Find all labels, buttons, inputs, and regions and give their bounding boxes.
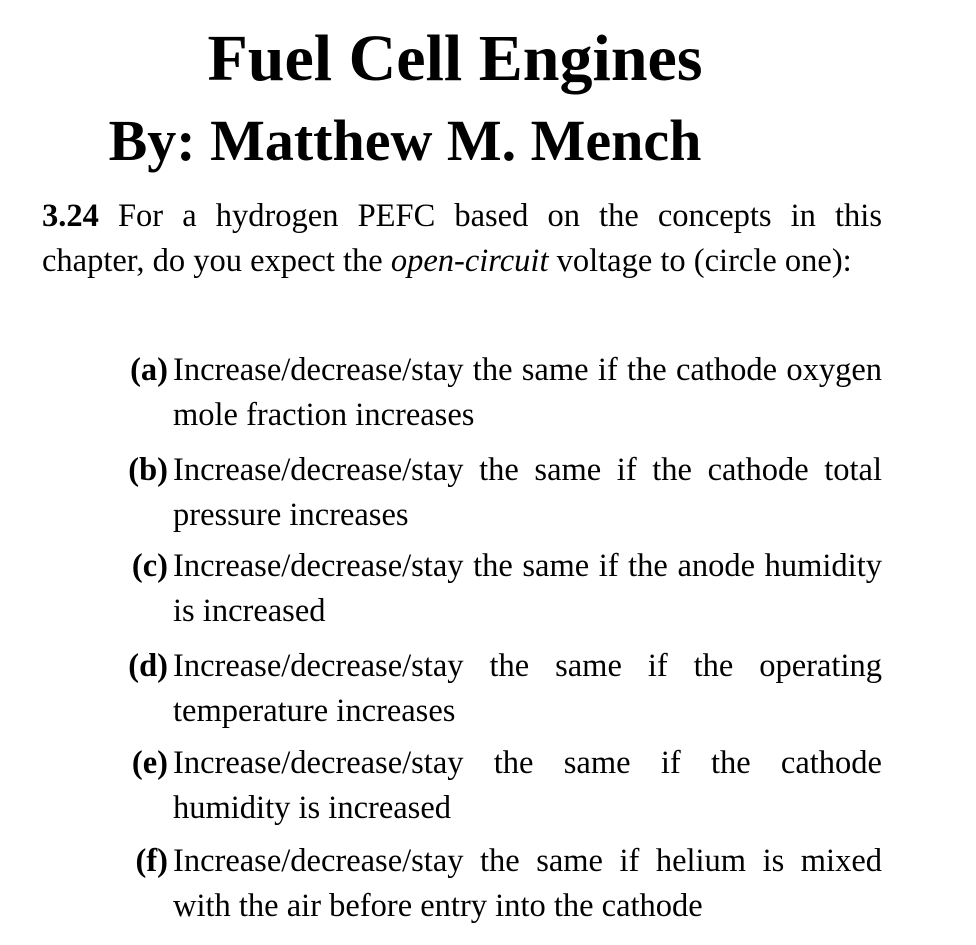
item-label: (a)	[130, 352, 168, 388]
item-text: Increase/decrease/stay the same if the operating temperature increases	[173, 648, 882, 729]
item-text: Increase/decrease/stay the same if helium is mixed with the air before entry into the cathode	[173, 843, 882, 924]
problem-text-after: voltage to (circle one):	[548, 243, 852, 279]
book-author: By: Matthew M. Mench	[108, 108, 702, 173]
item-label: (d)	[128, 648, 168, 684]
item-label: (c)	[131, 548, 168, 584]
item-text: Increase/decrease/stay the same if the cathode total pressure increases	[173, 452, 882, 533]
item-label: (e)	[131, 745, 168, 781]
problem-emphasis: open-circuit	[390, 243, 549, 279]
problem-statement	[42, 194, 882, 284]
book-title: Fuel Cell Engines	[207, 22, 703, 95]
problem-number: 3.24	[42, 198, 99, 234]
item-text: Increase/decrease/stay the same if the cathode humidity is increased	[173, 745, 882, 826]
item-label: (f)	[135, 843, 168, 879]
item-text: Increase/decrease/stay the same if the anode humidity is increased	[173, 548, 882, 629]
problem-text-before: For a hydrogen PEFC based on the concepts in this chapter, do you expect the	[42, 198, 882, 279]
item-label: (b)	[128, 452, 168, 488]
item-text: Increase/decrease/stay the same if the cathode oxygen mole fraction increases	[173, 352, 882, 433]
